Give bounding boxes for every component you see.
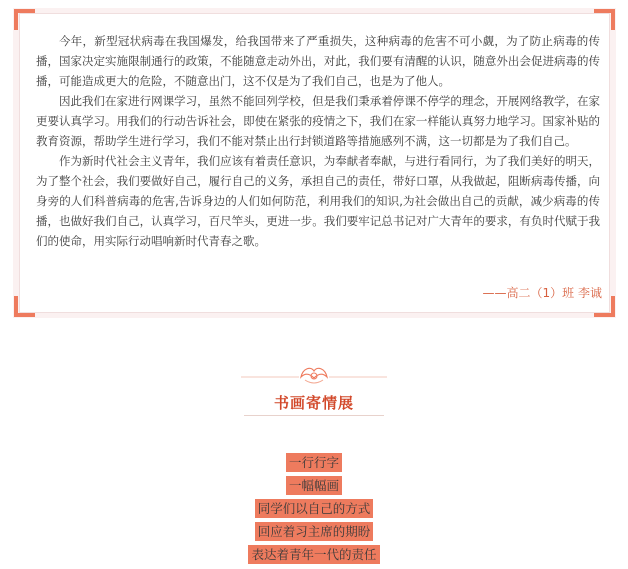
caption-item bbox=[0, 473, 628, 496]
caption-text: 回应着习主席的期盼 bbox=[255, 522, 374, 541]
section-title: 书画寄情展 bbox=[273, 394, 354, 412]
caption-text: 表达着青年一代的责任 bbox=[248, 545, 379, 564]
essay-paragraph: 作为新时代社会主义青年，我们应该有着责任意识，为奉献者奉献，与进行看同行，为了我们美好的明天，为了整个社会，我们要做好自己，履行自己的义务，承担自己的责任，带好口罩，从我做起，阻断病毒传播，向身旁的人们科普病毒的危害,告诉身边的人们如何防范，利用我们的知识,为社会做出自己的贡献，减少病毒的传播，也做好我们自己，认真学习，百尺竿头，更进一步。我们要牢记总书记对广大青年的要求，有负时代赋于我们的使命，用实际行动唱响新时代青春之歌。 bbox=[36, 154, 600, 248]
section-title-underline bbox=[244, 415, 384, 416]
essay-paragraph: 因此我们在家进行网课学习，虽然不能回列学校，但是我们秉承着停课不停学的理念，开展网络教学，在家更要认真学习。用我们的行动告诉社会，即使在紧张的疫情之下，我们在家一样能认真努力地学习。国家补贴的教育资源，帮助学生进行学习，我们不能对禁止出行封锁道路等措施感列不满，这一切都是为了我们自己。 bbox=[36, 94, 600, 148]
essay-card bbox=[13, 8, 616, 318]
caption-item bbox=[0, 450, 628, 473]
essay-body bbox=[36, 31, 600, 251]
decorative-flourish-icon bbox=[239, 364, 389, 386]
caption-item bbox=[0, 496, 628, 519]
corner-bracket-top-right bbox=[594, 9, 615, 30]
caption-text: 一行行字 bbox=[286, 453, 342, 472]
corner-bracket-bottom-left bbox=[14, 296, 35, 317]
essay-paragraph: 今年，新型冠状病毒在我国爆发，给我国带来了严重损失，这种病毒的危害不可小觑，为了防止病毒的传播，国家决定实施限制通行的政策，不能随意走动外出，对此，我们要有清醒的认识，随意外出会促进病毒的传播，可能造成更大的危险，不随意出门，这不仅是为了我们自己，也是为了他人。 bbox=[36, 34, 600, 88]
caption-item bbox=[0, 542, 628, 565]
caption-text: 同学们以自己的方式 bbox=[255, 499, 374, 518]
caption-item bbox=[0, 519, 628, 542]
essay-signature: ——高二（1）班 李诚 bbox=[482, 286, 602, 300]
caption-list bbox=[0, 450, 628, 565]
caption-text: 一幅幅画 bbox=[286, 476, 342, 495]
corner-bracket-top-left bbox=[14, 9, 35, 30]
